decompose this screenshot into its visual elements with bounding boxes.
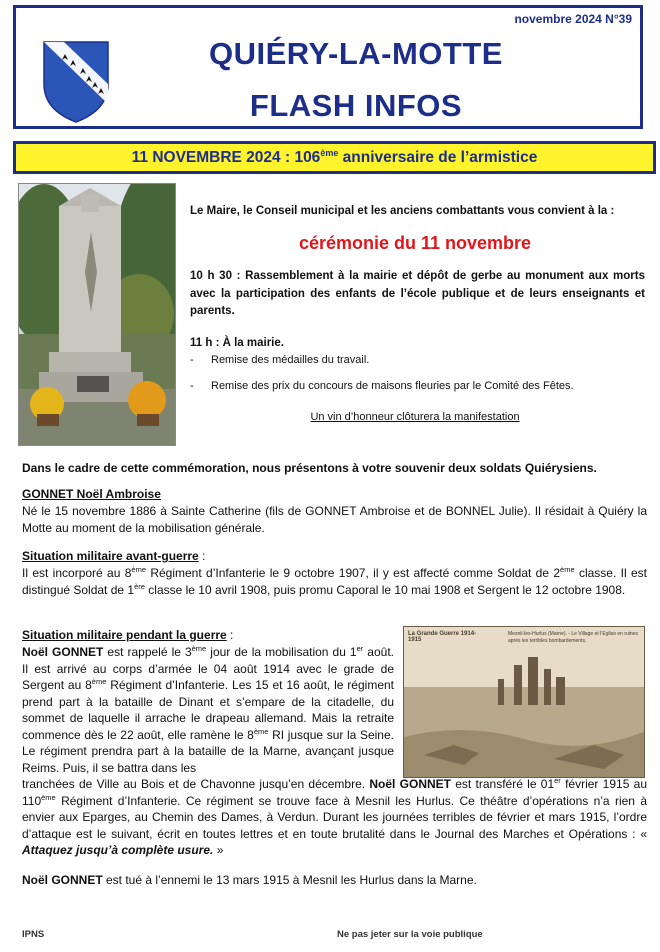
footer-ipns: IPNS [22, 929, 45, 940]
postcard-caption-left: La Grande Guerre 1914-1915 [408, 631, 477, 643]
list-item: - Remise des médailles du travail. [190, 354, 370, 366]
postcard-caption: Mesnil-les-Hurlus (Marne). - Le Village et l’Eglise en ruines après les terribles bombardements. [508, 631, 638, 644]
soldier-name-heading: GONNET Noël Ambroise [22, 487, 161, 501]
newsletter-title-line1: QUIÉRY-LA-MOTTE [209, 36, 503, 71]
section-heading-before-war: Situation militaire avant-guerre : [22, 549, 206, 563]
closing-note: Un vin d’honneur clôturera la manifestation [310, 411, 520, 423]
article-lead: Dans le cadre de cette commémoration, nous présentons à votre souvenir deux soldats Quiérysiens. [22, 461, 597, 475]
invitation-intro: Le Maire, le Conseil municipal et les anciens combattants vous convient à la : [190, 205, 615, 217]
newsletter-title-line2: FLASH INFOS [249, 88, 463, 123]
schedule-10h30: 10 h 30 : Rassemblement à la mairie et dépôt de gerbe au monument aux morts avec la participation des enfants de l’école publique et de leurs enseignants et parents. [190, 270, 645, 317]
death-sentence: Noël GONNET est tué à l’ennemi le 13 mars 1915 à Mesnil les Hurlus dans la Marne. [22, 873, 477, 887]
coat-of-arms-icon [40, 38, 112, 124]
schedule-11h: 11 h : À la mairie. [190, 337, 284, 349]
before-war-paragraph: Il est incorporé au 8ème Régiment d’Infanterie le 9 octobre 1907, il y est affecté comme Soldat de 2ème classe. Il est distingué Soldat de 1ère classe le 10 avril 1908, puis promu Caporal le 10 mai 1908 et Sergent le 12 octobre 1908. [22, 565, 647, 597]
list-item: - Remise des prix du concours de maisons fleuries par le Comité des Fêtes. [190, 380, 574, 392]
war-memorial-photo [18, 183, 176, 446]
ceremony-title: cérémonie du 11 novembre [298, 233, 532, 253]
section-heading-during-war: Situation militaire pendant la guerre : [22, 628, 234, 642]
edition-label: novembre 2024 N°39 [514, 12, 632, 26]
footer-notice: Ne pas jeter sur la voie publique [337, 929, 483, 940]
during-war-paragraph: Noël GONNET est rappelé le 3ème jour de la mobilisation du 1er août. Il est arrivé au corps d’armée le 04 août 1914 avec le grade de Sergent au 8ème Régiment d’Infanterie. Les 15 et 16 août, le régiment prend part à la bataille de Dinant et s’empare de la citadelle, du sommet de laquelle il arrache le drapeau allemand. Mais la retraite commence dès le 22 août, elle ramène le 8ème RI jusque sur la Seine. Le régiment prendra part à la bataille de la Marne, avançant jusque Reims. Puis, il se battra dans les [22, 644, 395, 775]
during-war-paragraph-continued: tranchées de Ville au Bois et de Chavonne jusqu’en décembre. Noël GONNET est transféré le 01er février 1915 au 110ème Régiment d’Infanterie. Ce régiment se trouve face à Mesnil les Hurlus. Ce théâtre d’opérations n’a rien à envier aux Eparges, au Chemin des Dames, à Verdun. Durant les journées terribles de février et mars 1915, l’ordre d’attaque est le suivant, écrit en toutes lettres et en toute brutalité dans le Journal des Marches et Opérations : « Attaquez jusqu’à complète usure. » [22, 776, 647, 857]
masthead [13, 5, 643, 129]
armistice-banner: 11 NOVEMBRE 2024 : 106ème anniversaire de l’armistice [13, 141, 656, 174]
mesnil-les-hurlus-postcard [403, 626, 645, 778]
birth-paragraph: Né le 15 novembre 1886 à Sainte Catherine (fils de GONNET Ambroise et de BONNEL Julie). Il résidait à Quiéry la Motte au moment de la mobilisation générale. [22, 504, 647, 535]
